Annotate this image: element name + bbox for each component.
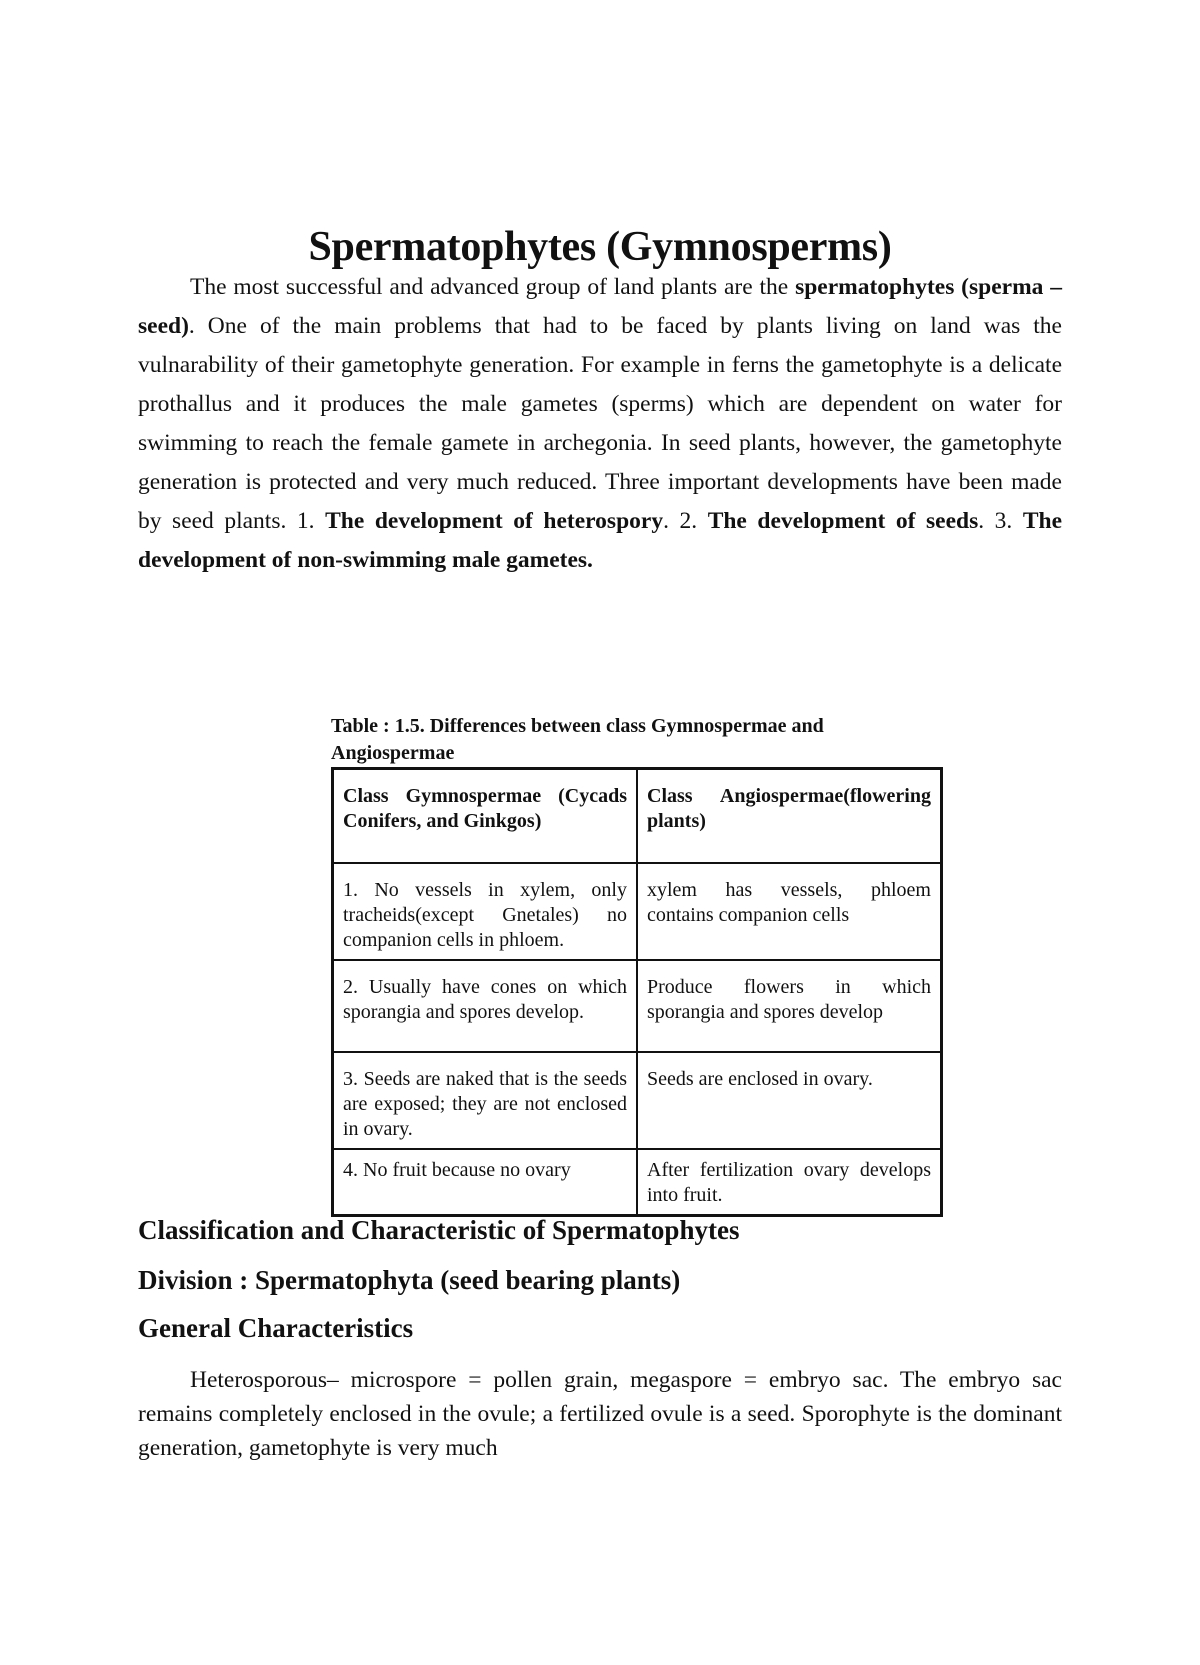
table-cell: 1. No vessels in xylem, only tracheids(except Gnetales) no companion cells in phloem. <box>333 863 638 960</box>
table-row <box>333 1052 942 1149</box>
table-cell: After fertilization ovary develops into fruit. <box>637 1149 942 1216</box>
table-cell: xylem has vessels, phloem contains companion cells <box>637 863 942 960</box>
table-cell: Produce flowers in which sporangia and spores develop <box>637 960 942 1052</box>
intro-text: . 3. <box>978 508 1023 534</box>
characteristics-text: Heterosporous– microspore = pollen grain, megaspore = embryo sac. The embryo sac remains completely enclosed in the ovule; a fertilized ovule is a seed. Sporophyte is the dominant generation, gametophyte is very much <box>138 1367 1062 1461</box>
section-heading-general: General Characteristics <box>138 1313 414 1343</box>
intro-text: . 2. <box>663 508 708 534</box>
table-cell: Seeds are enclosed in ovary. <box>637 1052 942 1149</box>
intro-paragraph <box>138 268 1062 580</box>
table-cell: 2. Usually have cones on which sporangia and spores develop. <box>333 960 638 1052</box>
characteristics-paragraph <box>138 1363 1062 1465</box>
page-title: Spermatophytes (Gymnosperms) <box>308 224 892 271</box>
intro-bold-term: The development of seeds <box>707 508 979 534</box>
table-header-row <box>333 769 942 864</box>
intro-bold-term: The development of heterospory <box>325 508 664 534</box>
section-heading-classification: Classification and Characteristic of Spermatophytes <box>138 1215 740 1245</box>
comparison-table <box>331 767 943 1217</box>
table-row <box>333 1149 942 1216</box>
table-header-cell: Class Gymnospermae (Cycads Conifers, and Ginkgos) <box>333 769 638 864</box>
table-caption: Table : 1.5. Differences between class Gymnospermae and Angiospermae <box>331 715 824 764</box>
table-cell: 3. Seeds are naked that is the seeds are exposed; they are not enclosed in ovary. <box>333 1052 638 1149</box>
intro-bold-term: The development of non-swimming male gametes. <box>138 508 1063 573</box>
table-row <box>333 863 942 960</box>
table-row <box>333 960 942 1052</box>
intro-bold-term: spermatophytes (sperma – seed) <box>138 274 1062 339</box>
intro-text: The most successful and advanced group of land plants are the <box>190 274 796 300</box>
intro-text: . One of the main problems that had to be faced by plants living on land was the vulnarability of their gametophyte generation. For example in ferns the gametophyte is a delicate prothallus and it produces the male gametes (sperms) which are dependent on water for swimming to reach the female gamete in archegonia. In seed plants, however, the gametophyte generation is protected and very much reduced. Three important developments have been made by seed plants. 1. <box>138 313 1062 534</box>
section-heading-division: Division : Spermatophyta (seed bearing plants) <box>138 1265 681 1295</box>
table-cell: 4. No fruit because no ovary <box>333 1149 638 1216</box>
table-header-cell: Class Angiospermae(flowering plants) <box>637 769 942 864</box>
